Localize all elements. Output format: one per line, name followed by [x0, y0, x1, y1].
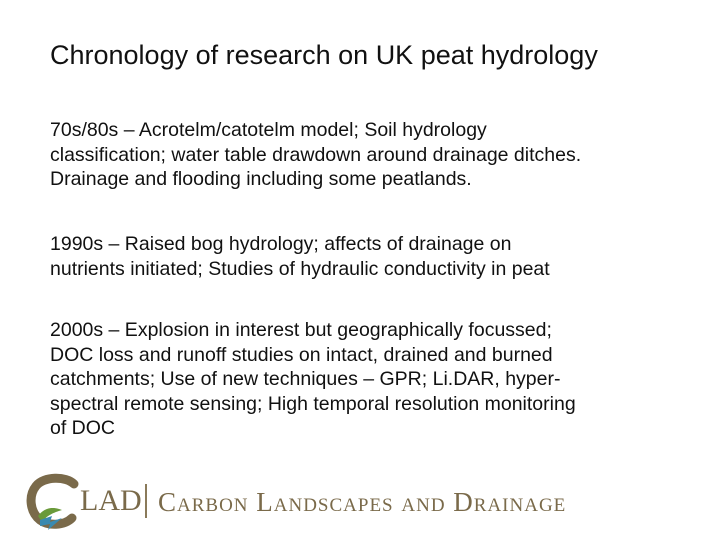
slide-title: Chronology of research on UK peat hydrology: [50, 40, 598, 70]
paragraph-line: spectral remote sensing; High temporal resolution monitoring: [50, 392, 576, 415]
paragraph-line: 2000s – Explosion in interest but geographically focussed;: [50, 319, 552, 341]
paragraph-line: Drainage and flooding including some peatlands.: [50, 168, 472, 190]
paragraph-line: of DOC: [50, 417, 116, 439]
logo-wordmark: LAD: [80, 484, 142, 517]
paragraph-line: 70s/80s – Acrotelm/catotelm model; Soil hydrology: [50, 119, 487, 141]
paragraph-2000s: [50, 318, 715, 441]
logo-divider: [145, 484, 147, 518]
paragraph-line: DOC loss and runoff studies on intact, drained and burned: [50, 343, 553, 366]
clad-logo: [22, 472, 567, 532]
paragraph-line: classification; water table drawdown around drainage ditches.: [50, 143, 582, 166]
paragraph-line: catchments; Use of new techniques – GPR; Li.DAR, hyper-: [50, 368, 561, 390]
paragraph-1990s: [50, 232, 715, 281]
paragraph-1970s-1980s: [50, 118, 715, 192]
logo-tagline: Carbon Landscapes and Drainage: [158, 487, 567, 517]
clad-logo-mark-icon: [22, 472, 86, 532]
paragraph-line: nutrients initiated; Studies of hydraulic conductivity in peat: [50, 257, 550, 280]
paragraph-line: 1990s – Raised bog hydrology; affects of drainage on: [50, 233, 512, 255]
